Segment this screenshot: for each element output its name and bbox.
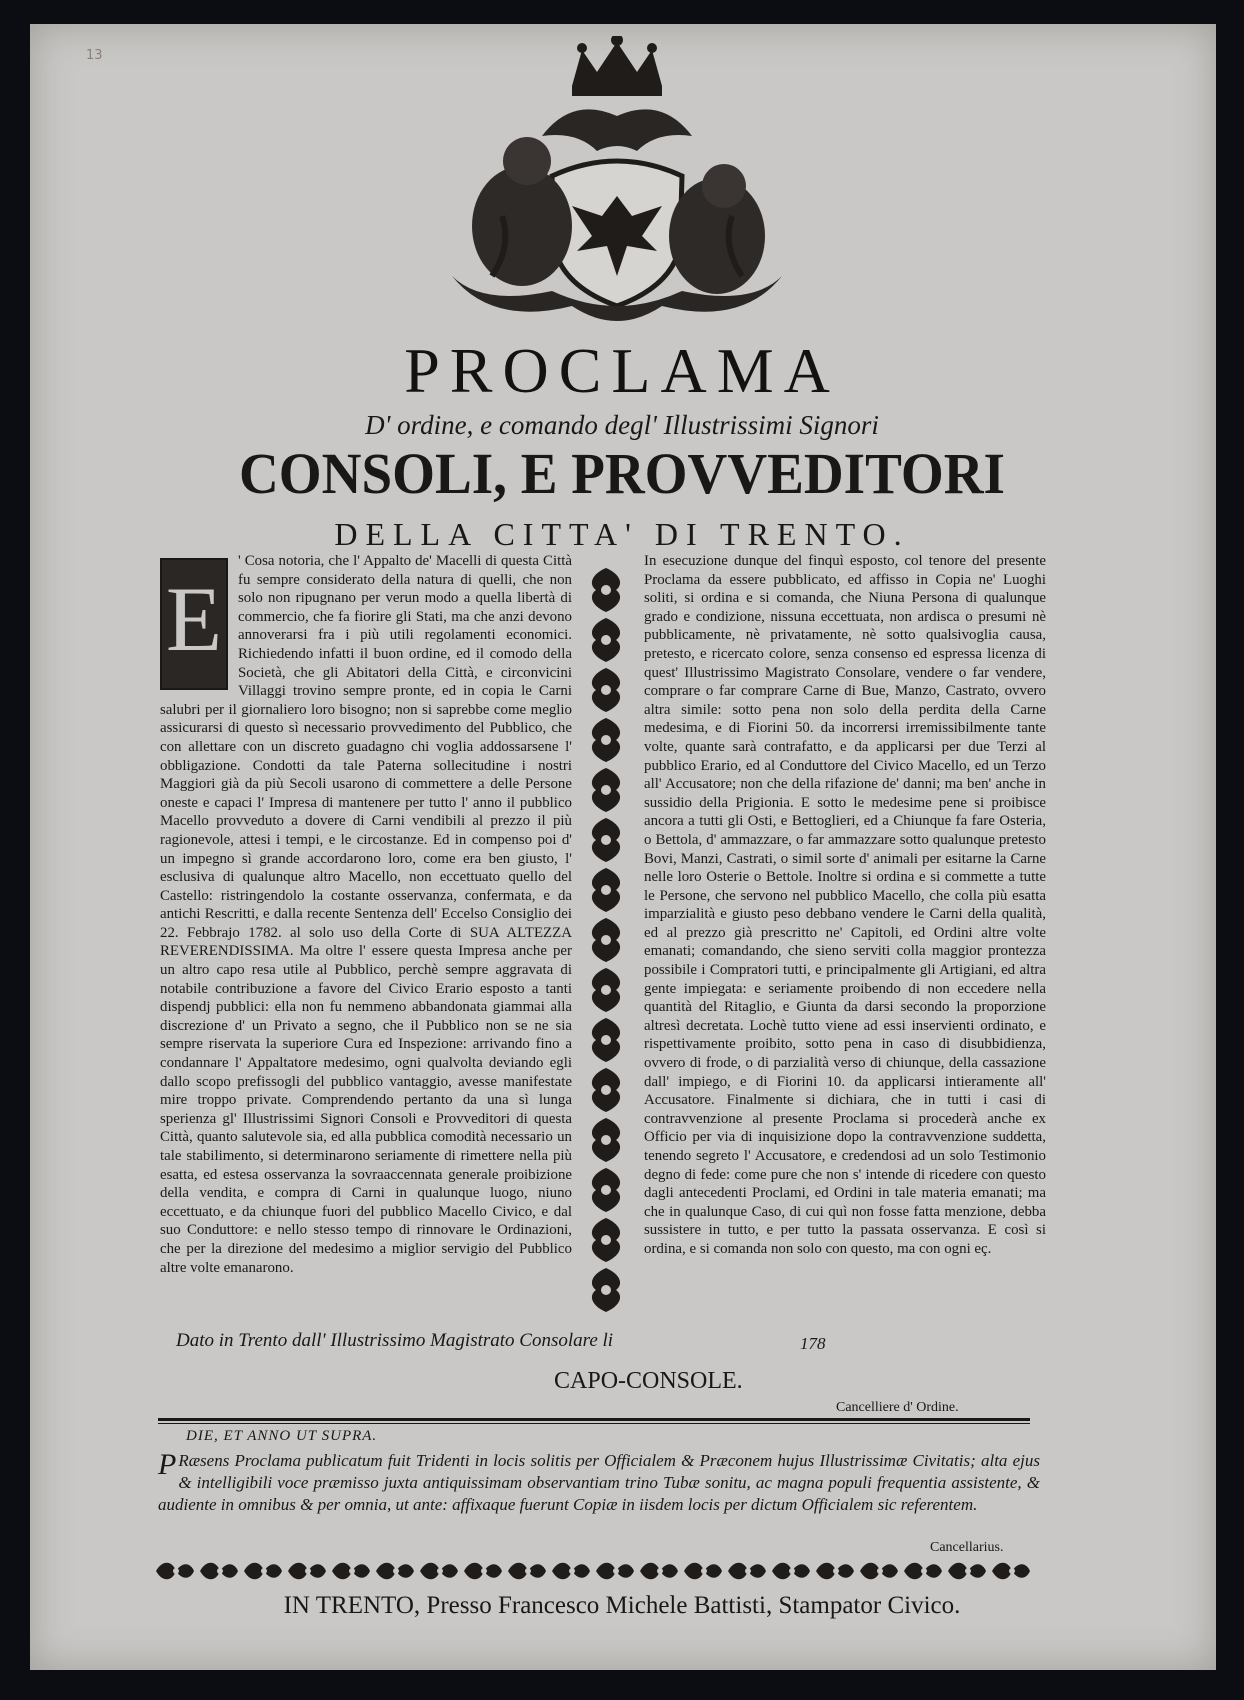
cancellarius-label: Cancellarius. <box>930 1540 1004 1555</box>
archive-number: 13 <box>86 48 103 63</box>
latin-initial: P <box>158 1448 177 1481</box>
right-column-text: In esecuzione dunque del finquì esposto, col tenore del presente Proclama da essere pubblicato, ed affisso in Copia ne' Luoghi soliti, si ordina e si comanda, che Niuna Persona di qualunque grado e condizione, nissuna eccettuata, non ardisca o presumi nè pubblicamente, nè privatamente, nè sotto qualsivoglia causa, pretesto, e ricercato colore, senza consenso ed espressa licenza di quest' Illustrissimo Magistrato Consolare, vendere o far vendere, comprare o far comprare Carne di Bue, Manzo, Castrato, ovvero altra simile: sotto pena non solo della perdita della Carne medesima, e di Fiorini 50. da incorrersi irremissibilmente tante volte, quante sarà contrafatto, e da applicarsi per due Terzi al pubblico Erario, ed al Conduttore del Civico Macello, ed un Terzo all' Accusatore; non che della rifazione de' danni; ma ben' anche in sussidio della Prigionia. E sotto le medesime pene si proibisce ancora a tutti gli Osti, e Bettoglieri, ed a Chiunque fa fare Osteria, o Bettola, d' ammazzare, o far ammazzare sotto qualunque pretesto Bovi, Manzi, Castrati, o simil sorte d' animali per esitarne la Carne nelle loro Osterie o Bettole. Inoltre si ordina e si commette a tutte le Persone, che servono nel pubblico Macello, che colla più esatta imparzialità e giusto peso debbano vendere le Carni della qualità, ed al prezzo già prescritto ne' Capitoli, ed Ordini altre volte emanati; comandando, che sieno serviti colla maggior prontezza possibile i Compratori tutti, e principalmente gli Artigiani, ed altra gente impiegata: e seriamente proibendo di non eccedere nella quantità del Ritaglio, e Giunta da darsi secondo la proporzione altresì decretata. Lochè tutto viene ad essi inservienti ordinato, e rispettivamente proibito, sotto pena in caso di disubbidienza, ovvero di frode, o di parzialità verso di chiunque, della cassazione dall' impiego, e di Fiorini 10. da applicarsi intieramente all' Accusatore. Finalmente si dichiara, che in tutti i casi di contravvenzione al presente Proclama si procederà anche ex Officio per via di inquisizione dopo la contravvenzione suddetta, tenendo segreto l' Accusatore, e credendosi ad un solo Testimonio degno di fede: come pure che non s' intende di ricedere con questo dagli antecedenti Proclami, ed Ordini in tale materia emanati; ma che in qualunque Caso, di cui quì non fosse fatta menzione, debba sussistere in tutto, e per tutto la passata osservanza. E così si ordina, e si comanda non solo con questo, ma con ogni eç. <box>644 553 1046 1257</box>
initial-letter: E <box>165 568 223 670</box>
decorated-initial <box>160 558 228 690</box>
ornamental-column-divider <box>582 566 630 1316</box>
authority-headline: CONSOLI, E PROVVEDITORI <box>239 441 1005 506</box>
left-text-column <box>160 552 572 1277</box>
cancelliere-label: Cancelliere d' Ordine. <box>836 1400 959 1415</box>
printer-imprint: IN TRENTO, Presso Francesco Michele Battisti, Stampator Civico. <box>283 1592 961 1619</box>
latin-text: Ræsens Proclama publicatum fuit Tridenti in locis solitis per Officialem & Præconem hujus Illustrissimæ Civitatis; alta ejus & intelligibili voce præmisso juxta antiquissimam observantiam trino Tubæ sonitu, ac magna populi frequentia assistente, & audiente in omnibus & per omnia, ut ante: affixaque fuerunt Copiæ in iisdem locis per dictum Officialem sic referentem. <box>158 1451 1040 1514</box>
left-column-text: ' Cosa notoria, che l' Appalto de' Macelli di questa Città fu sempre considerato della natura di quelli, che non solo non ripugnano per verun modo a quella libertà di commercio, che fa fiorire gli Stati, ma che anzi devono annoverarsi fra i più utili regolamenti economici. Richiedendo infatti il buon ordine, ed il comodo della Società, che gli Abitatori della Città, e circonvicini Villaggi trovino sempre pronte, ed in copia le Carni salubri per il giornaliero loro bisogno; non si saprebbe come meglio assicurarsi di questo sì necessario provvedimento del Pubblico, che con allettare con un discreto guadagno chi voglia addossarsene l' obbligazione. Condotti da tale Paterna sollecitudine i nostri Maggiori già da più Secoli usarono di commettere a delle Persone oneste e capaci l' Impresa di mantenere per tutto l' anno il pubblico Macello provveduto a dovere di Carni vendibili al prezzo il più ragionevole, attesi i tempi, e le circostanze. Ed in compenso poi d' un impegno sì grande accordarono loro, come era ben giusto, l' esclusiva di qualunque altro Macello, non eccettuato quello del Castello: ristringendolo la costante osservanza, confermata, e da antichi Rescritti, e dalla recente Sentenza dell' Eccelso Consiglio dei 22. Febbrajo 1782. al solo uso della Corte di SUA ALTEZZA REVERENDISSIMA. Ma oltre l' essere questa Impresa anche per un altro capo resa utile al Pubblico, perchè sempre aggravata di notabile contribuzione a favore del Civico Erario esposto a tanti dispendj pubblici: ella non fu nemmeno abbandonata giammai alla discrezione d' un Privato a segno, che il Pubblico non se ne sia sempre riservata la superiore Cura ed Inspezione: arrivando fino a condannare l' Appaltatore medesimo, ogni qualvolta deviando egli dallo scopo prefissogli del pubblico vantaggio, avesse manifestate mire troppo private. Comprendendo pertanto da una sì lunga sperienza gl' Illustrissimi Signori Consoli e Provveditori di questa Città, quanto salutevole sia, ed alla pubblica comodità necessario un tale stabilimento, si determinarono seriamente di rimettere nella più esatta, ed estesa osservanza la sovraaccennata generale proibizione della vendita, e compra di Carni in qualunque luogo, niuno eccettuato, e da chiunque fuori del pubblico Macello Civico, e dal suo Conduttore: e nello stesso tempo di rinnovare le Ordinazioni, che per la direzione del medesimo a miglior servigio del Pubblico altre volte emanarono. <box>160 553 572 1276</box>
die-line: DIE, ET ANNO UT SUPRA. <box>186 1428 378 1444</box>
separator-rule <box>158 1418 1030 1421</box>
date-year: 178 <box>800 1334 826 1353</box>
right-text-column <box>644 552 1046 1259</box>
latin-certification <box>158 1450 1040 1516</box>
coat-of-arms-emblem <box>432 36 802 336</box>
date-line: Dato in Trento dall' Illustrissimo Magistrato Consolare li <box>176 1330 614 1351</box>
proclamation-subtitle: D' ordine, e comando degl' Illustrissimi Signori <box>365 410 879 440</box>
city-subhead: DELLA CITTA' DI TRENTO. <box>334 516 910 552</box>
proclamation-title: PROCLAMA <box>404 335 840 406</box>
capo-console-label: CAPO-CONSOLE. <box>554 1368 743 1394</box>
ornamental-border <box>154 1558 1034 1584</box>
separator-rule-thin <box>158 1423 1030 1424</box>
